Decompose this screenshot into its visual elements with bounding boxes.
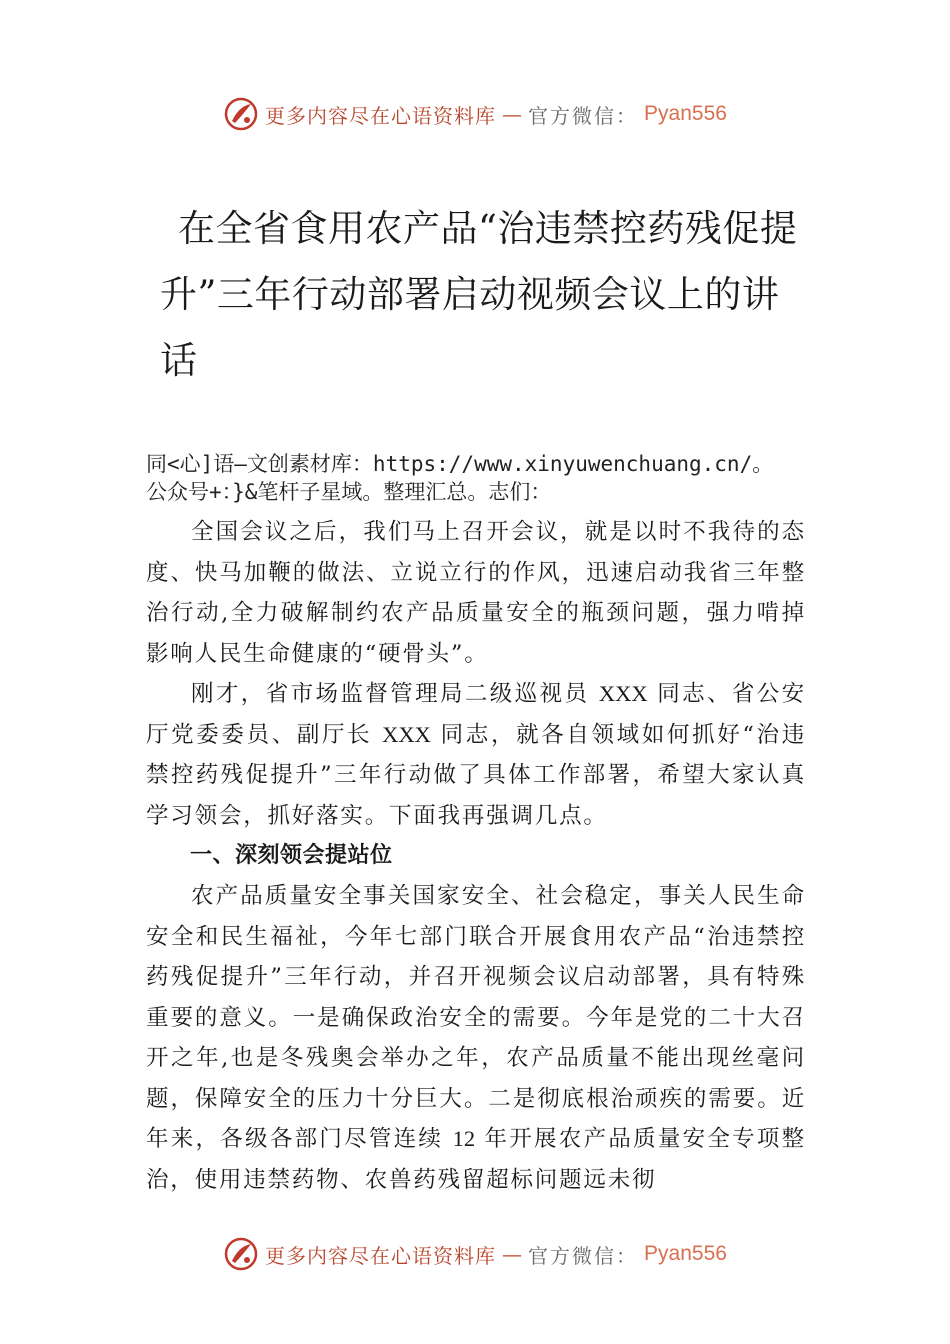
brush-seal-icon — [223, 1236, 259, 1272]
title-line-3: 话 — [160, 339, 198, 382]
document-body — [146, 512, 806, 1200]
watermark-footer — [0, 1234, 950, 1274]
watermark-account: Pyan556 — [644, 1242, 727, 1265]
paragraph-2 — [146, 674, 806, 836]
document-title — [150, 196, 810, 394]
title-line-2: 升”三年行动部署启动视频会议上的讲 — [160, 273, 780, 316]
source-line-1: 同<心]语—文创素材库：https://www.xinyuwenchuang.cn/。 — [146, 452, 774, 476]
watermark-label: 官方微信： — [528, 103, 639, 128]
paragraph-3-part-a: 农产品质量安全事关国家安全、社会稳定，事关人民生命安全和民生福祉，今年七部门联合开展食用农产品“治违禁控药残促提升”三年行动，并召开视频会议启动部署，具有特殊重要的意义。一是确保政治安全的需要。今年是党的二十大召开之年,也是冬残奥会举办之年，农产品质量不能出现丝毫问题，保障安全的压力十分巨大。二是彻底根治顽疾的需要。近年来，各级各部门尽管连续 — [146, 883, 806, 1152]
paragraph-3-part-b: 年开展农产品质量安全专项整治，使用违禁药物、农兽药残留超标问题远未彻 — [146, 1126, 806, 1193]
brush-seal-icon — [223, 96, 259, 132]
watermark-separator: — — [502, 1242, 523, 1266]
placeholder-name-2: XXX — [382, 721, 431, 747]
paragraph-2-part-a: 刚才，省市场监督管理局二级巡视员 — [191, 681, 599, 707]
title-line-1: 在全省食用农产品“治违禁控药残促提 — [178, 207, 798, 250]
watermark-text: 更多内容尽在心语资料库 — [265, 103, 497, 128]
paragraph-1: 全国会议之后，我们马上召开会议，就是以时不我待的态度、快马加鞭的做法、立说立行的作风，迅速启动我省三年整治行动,全力破解制约农产品质量安全的瓶颈问题，强力啃掉影响人民生命健康的“硬骨头”。 — [146, 519, 806, 667]
paragraph-3 — [146, 876, 806, 1200]
placeholder-name-1: XXX — [598, 681, 648, 706]
watermark-header — [0, 94, 950, 134]
year-count: 12 — [452, 1126, 476, 1151]
watermark-account: Pyan556 — [644, 102, 727, 125]
watermark-separator: — — [502, 102, 523, 126]
source-note — [146, 450, 846, 506]
watermark-text: 更多内容尽在心语资料库 — [265, 1243, 497, 1268]
source-line-2: 公众号+：}&笔杆子星域。整理汇总。志们： — [146, 480, 552, 504]
paragraph-2-part-c: 同志，就各自领域如何抓好“治违禁控药残促提升”三年行动做了具体工作部署，希望大家认真学习领会，抓好落实。下面我再强调几点。 — [146, 721, 806, 829]
paragraph-2-part-b: 同志、省公安厅党委委员、副厅长 — [146, 681, 806, 748]
section-heading-1: 一、深刻领会提站位 — [190, 843, 393, 868]
watermark-label: 官方微信： — [528, 1243, 639, 1268]
